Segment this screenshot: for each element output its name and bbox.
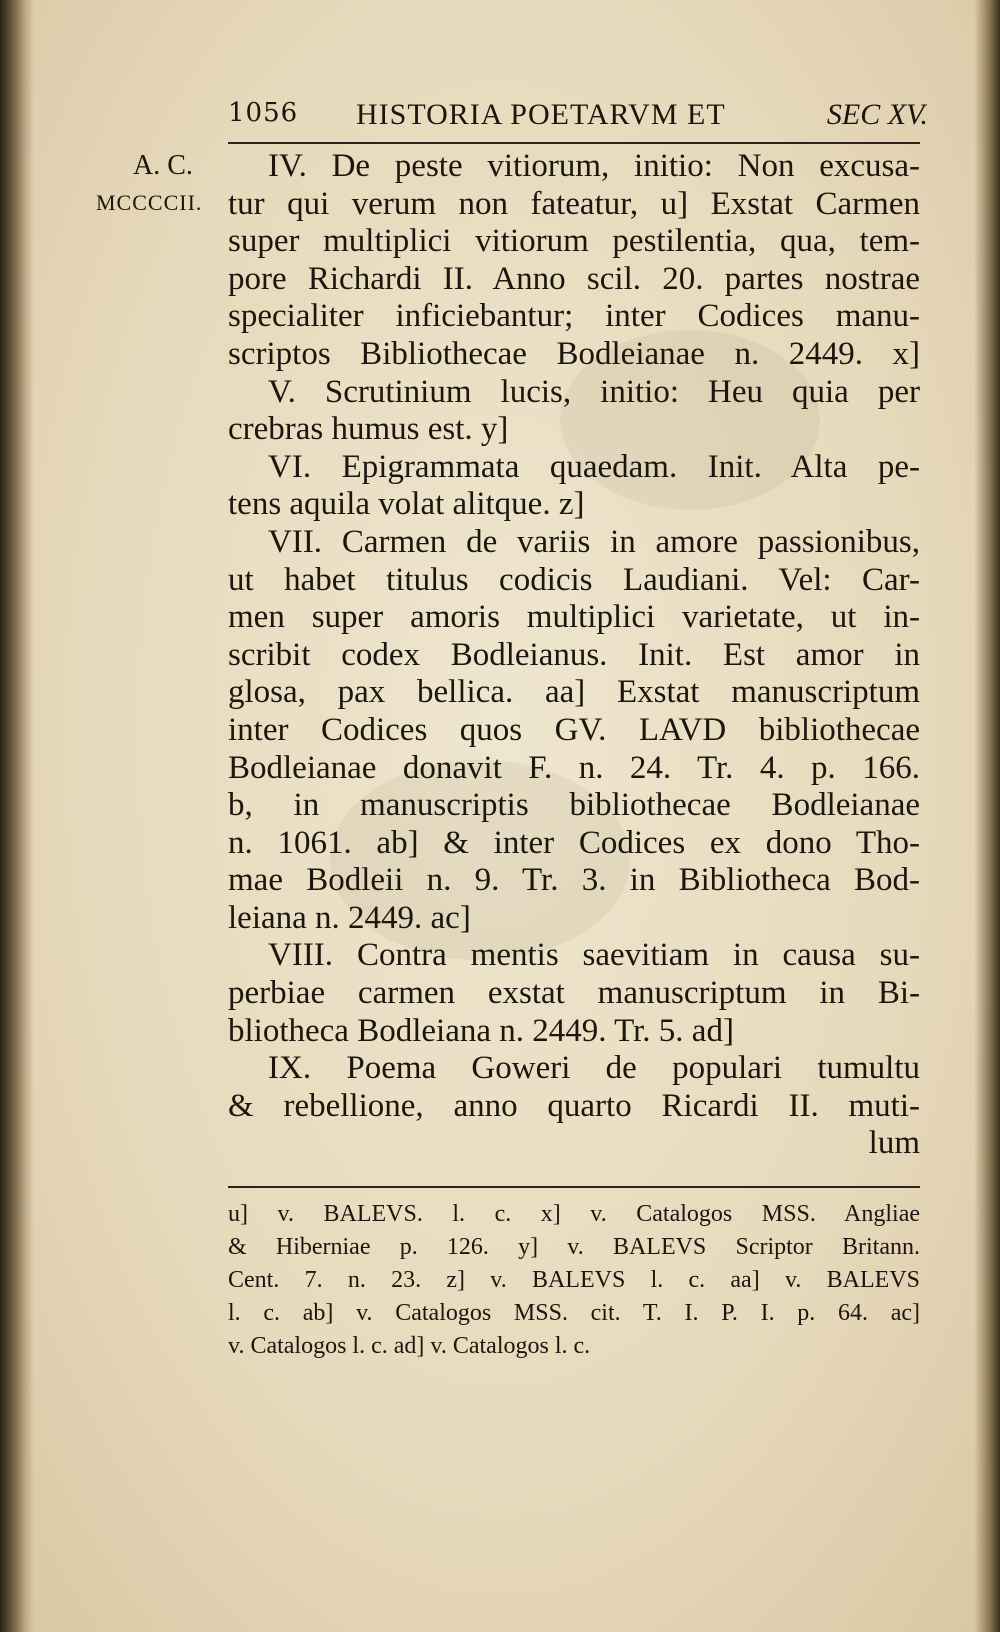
text-line: b, in manuscriptis bibliothecae Bodleianae bbox=[228, 787, 920, 824]
text-line: VIII. Contra mentis saevitiam in causa su- bbox=[268, 937, 920, 974]
section-label: SEC XV. bbox=[826, 98, 928, 131]
text-line: super multiplici vitiorum pestilentia, qua, tem- bbox=[228, 223, 920, 260]
text-line: scriptos Bibliothecae Bodleianae n. 2449. x] bbox=[228, 335, 920, 372]
text-line: specialiter inficiebantur; inter Codices manu- bbox=[228, 298, 920, 335]
text-line: IV. De peste vitiorum, initio: Non excusa- bbox=[268, 148, 920, 184]
footnote-line: Cent. 7. n. 23. z] v. BALEVS l. c. aa] v. BALEVS bbox=[228, 1267, 920, 1293]
page-number: 1056 bbox=[228, 98, 299, 128]
footnote-line: & Hiberniae p. 126. y] v. BALEVS Scriptor Britann. bbox=[228, 1234, 920, 1260]
text-line: VI. Epigrammata quaedam. Init. Alta pe- bbox=[268, 448, 920, 485]
header-rule bbox=[228, 142, 920, 144]
text-line: & rebellione, anno quarto Ricardi II. muti- bbox=[228, 1087, 920, 1124]
footnote-rule bbox=[228, 1186, 920, 1188]
running-header bbox=[228, 98, 928, 142]
text-line: VII. Carmen de variis in amore passionibus, bbox=[268, 523, 920, 560]
margin-era: A. C. bbox=[133, 150, 193, 181]
text-line: tens aquila volat alitque. z] bbox=[228, 486, 585, 523]
text-line: leiana n. 2449. ac] bbox=[228, 899, 471, 936]
text-line: scribit codex Bodleianus. Init. Est amor in bbox=[228, 636, 920, 673]
footnote-line: v. Catalogos l. c. ad] v. Catalogos l. c. bbox=[228, 1333, 591, 1359]
text-line: pore Richardi II. Anno scil. 20. partes nostrae bbox=[228, 260, 920, 297]
text-line: glosa, pax bellica. aa] Exstat manuscriptum bbox=[228, 674, 920, 711]
catchword: lum bbox=[868, 1125, 920, 1162]
text-line: bliotheca Bodleiana n. 2449. Tr. 5. ad] bbox=[228, 1012, 734, 1049]
text-line: ut habet titulus codicis Laudiani. Vel: Car- bbox=[228, 561, 920, 598]
footnotes bbox=[228, 1198, 920, 1363]
text-line: inter Codices quos GV. LAVD bibliothecae bbox=[228, 711, 920, 748]
text-line: mae Bodleii n. 9. Tr. 3. in Bibliotheca Bod- bbox=[228, 862, 920, 899]
text-line: perbiae carmen exstat manuscriptum in Bi- bbox=[228, 975, 920, 1012]
text-line: crebras humus est. y] bbox=[228, 411, 509, 448]
page-gutter-shadow bbox=[0, 0, 34, 1632]
running-title: HISTORIA POETARVM ET bbox=[356, 98, 726, 131]
footnote-line: l. c. ab] v. Catalogos MSS. cit. T. I. P. I. p. 64. ac] bbox=[228, 1300, 920, 1326]
margin-year: MCCCCII. bbox=[96, 190, 203, 215]
text-line: tur qui verum non fateatur, u] Exstat Carmen bbox=[228, 185, 920, 222]
text-line: men super amoris multiplici varietate, ut in- bbox=[228, 599, 920, 636]
text-line: Bodleianae donavit F. n. 24. Tr. 4. p. 166. bbox=[228, 749, 920, 786]
footnote-line: u] v. BALEVS. l. c. x] v. Catalogos MSS. Angliae bbox=[228, 1201, 920, 1227]
text-line: IX. Poema Goweri de populari tumultu bbox=[268, 1050, 920, 1087]
page-edge-shadow bbox=[974, 0, 1000, 1632]
main-text bbox=[228, 148, 920, 1163]
text-line: V. Scrutinium lucis, initio: Heu quia per bbox=[268, 373, 920, 410]
text-line: n. 1061. ab] & inter Codices ex dono Tho- bbox=[228, 824, 920, 861]
